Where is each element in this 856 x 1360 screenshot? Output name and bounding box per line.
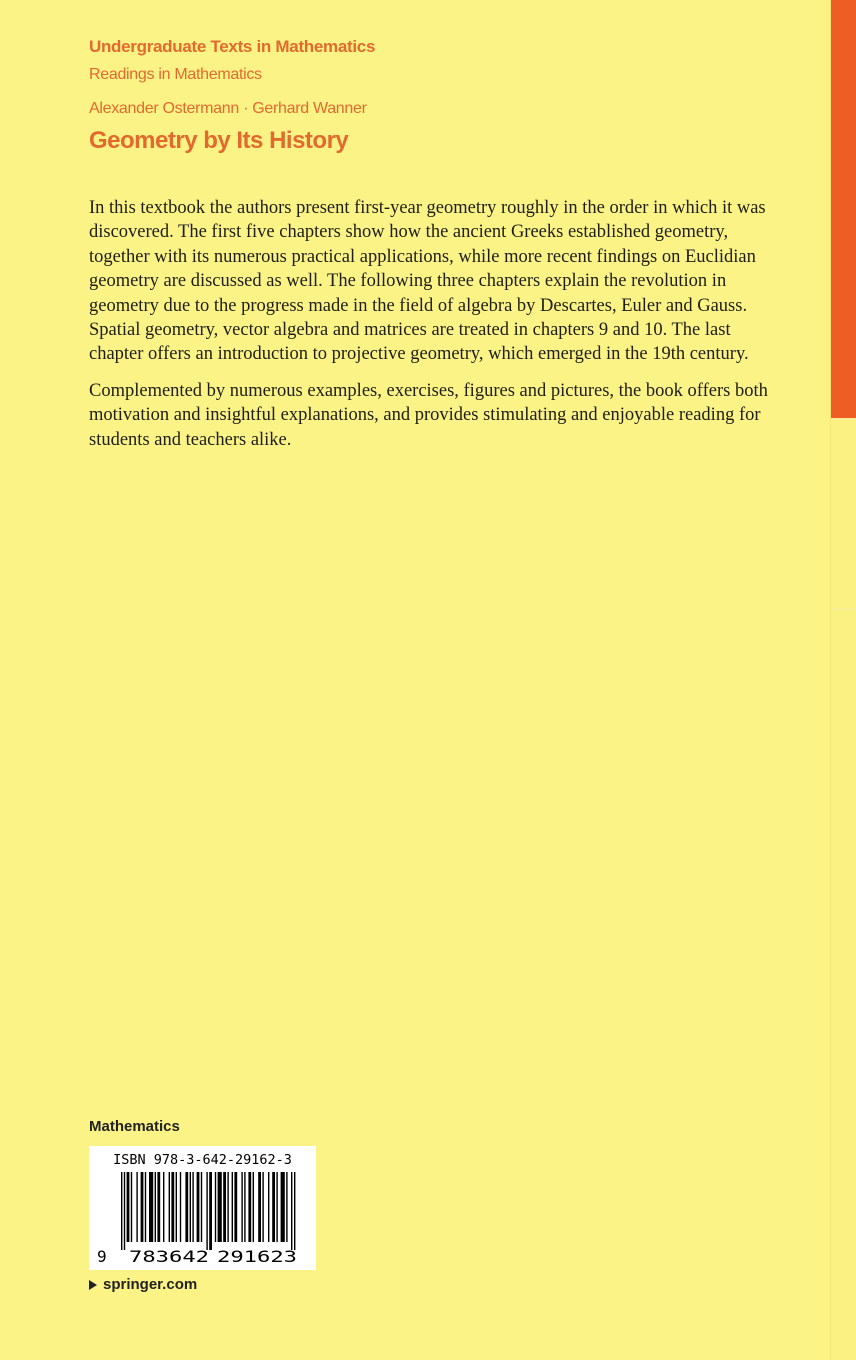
series-title: Undergraduate Texts in Mathematics: [89, 37, 376, 56]
barcode-bar: [136, 1172, 137, 1242]
barcode-bar: [131, 1172, 132, 1242]
barcode-bar: [155, 1172, 156, 1242]
spine-edge: [830, 0, 856, 1360]
barcode-bar: [223, 1172, 226, 1242]
barcode-right-digits: 291623: [217, 1247, 297, 1266]
isbn-label: ISBN 978-3-642-29162-3: [113, 1152, 292, 1168]
barcode-first-digit: 9: [97, 1247, 107, 1266]
publisher-link: [89, 1276, 197, 1293]
isbn-barcode: [89, 1146, 316, 1270]
barcode-bar: [192, 1172, 193, 1242]
description-paragraph: In this textbook the authors present first-year geometry roughly in the order in which it was discovered. The first five chapters show how the ancient Greeks established geometry, together with its numerous practical applications, while more recent findings on Euclidian geometry are discussed as well. The following three chapters explain the revolution in geometry due to the progress made in the field of algebra by Descartes, Euler and Gauss. Spatial geometry, vector algebra and matrices are treated in chapters 9 and 10. The last chapter offers an introduction to projective geometry, which emerged in the 19th century.: [89, 198, 766, 365]
barcode-bar: [272, 1172, 275, 1242]
barcode-bar: [294, 1172, 295, 1250]
spine-divider: [831, 418, 856, 420]
barcode-bar: [149, 1172, 153, 1242]
barcode-bar: [190, 1172, 191, 1242]
cover-header: [89, 36, 375, 156]
barcode-bar: [276, 1172, 277, 1242]
barcode-bar: [157, 1172, 160, 1242]
barcode-bar: [281, 1172, 285, 1242]
publisher-url: springer.com: [103, 1276, 198, 1293]
barcode-bar: [253, 1172, 254, 1242]
barcode-bar: [197, 1172, 200, 1242]
barcode-bar: [234, 1172, 237, 1242]
barcode-bar: [121, 1172, 122, 1250]
barcode-bar: [176, 1172, 177, 1242]
barcode-bar: [227, 1172, 228, 1242]
spine-orange-band: [831, 0, 856, 418]
barcode-bar: [206, 1172, 207, 1250]
barcode-graphic: [89, 1146, 316, 1270]
authors: Alexander Ostermann · Gerhard Wanner: [89, 100, 367, 117]
barcode-bar: [180, 1172, 181, 1242]
barcode-bar: [141, 1172, 144, 1242]
barcode-bar: [169, 1172, 170, 1242]
barcode-bar: [124, 1172, 125, 1250]
barcode-bar: [286, 1172, 287, 1242]
barcode-bar: [171, 1172, 174, 1242]
barcode-bar: [218, 1172, 222, 1242]
barcode-bar: [268, 1172, 269, 1242]
description-paragraph: Complemented by numerous examples, exercises, figures and pictures, the book offers both motivation and insightful explanations, and provides stimulating and enjoyable reading for students and teachers alike.: [89, 380, 768, 450]
spine-divider: [831, 608, 856, 610]
barcode-bar: [291, 1172, 292, 1250]
book-description: [89, 196, 779, 464]
barcode-bar: [185, 1172, 188, 1242]
subseries-title: Readings in Mathematics: [89, 66, 262, 83]
book-title: Geometry by Its History: [89, 127, 349, 154]
subject-label: Mathematics: [89, 1118, 180, 1135]
barcode-bar: [201, 1172, 202, 1242]
barcode-left-digits: 783642: [129, 1247, 209, 1266]
barcode-bar: [215, 1172, 216, 1242]
barcode-bar: [163, 1172, 164, 1242]
barcode-bar: [127, 1172, 130, 1242]
barcode-bar: [248, 1172, 251, 1242]
barcode-bar: [244, 1172, 245, 1242]
barcode-bar: [241, 1172, 242, 1242]
barcode-bar: [209, 1172, 212, 1250]
arrow-right-icon: [89, 1280, 97, 1290]
barcode-bar: [262, 1172, 263, 1242]
barcode-bar: [145, 1172, 146, 1242]
barcode-bar: [232, 1172, 233, 1242]
barcode-bar: [258, 1172, 261, 1242]
